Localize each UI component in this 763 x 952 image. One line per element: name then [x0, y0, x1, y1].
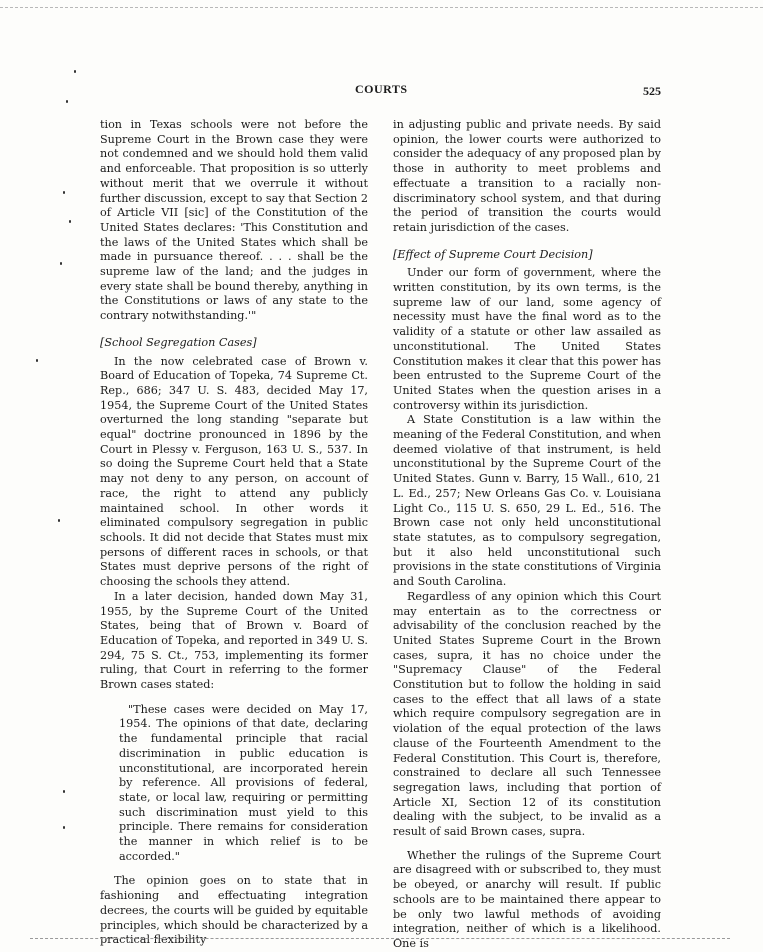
scan-top-edge-rule: [0, 7, 763, 8]
paragraph: The opinion goes on to state that in fashioning and effectuating integration decrees, the courts will be guided by equitable principles, which should be characterized by a practical flexibility: [100, 874, 368, 947]
scan-speck: [36, 359, 38, 362]
scan-speck: [60, 262, 62, 265]
section-heading: [School Segregation Cases]: [100, 335, 257, 349]
left-column: [100, 118, 368, 948]
scan-speck: [63, 191, 65, 194]
scan-speck: [58, 519, 60, 522]
block-quote: "These cases were decided on May 17, 1954. The opinions of that date, declaring the fundamental principle that racial discrimination in public education is unconstitutional, are incorporated herein by reference. All provisions of federal, state, or local law, requiring or permitting such discrimination must yield to this principle. There remains for consideration the manner in which relief is to be accorded.": [119, 702, 368, 863]
paragraph: tion in Texas schools were not before the Supreme Court in the Brown case they were not condemned and we should hold them valid and enforceable. That proposition is so utterly without merit that we overrule it without further discussion, except to say that Section 2 of Article VII [sic] of the Constitution of the United States declares: 'This Constitution and the laws of the United States which shall be made in pursuance thereof. . . . shall be the supreme law of the land; and the judges in every state shall be bound thereby, anything in the Constitutions or laws of any state to the contrary notwithstanding.'": [100, 118, 368, 323]
right-column: [393, 118, 661, 952]
paragraph: Whether the rulings of the Supreme Court are disagreed with or subscribed to, they must be obeyed, or anarchy will result. If public schools are to be maintained there appear to be only two lawful methods of avoiding integration, neither of which is a likelihood. One is: [393, 848, 661, 950]
page-number: 525: [643, 84, 661, 98]
paragraph: In the now celebrated case of Brown v. Board of Education of Topeka, 74 Supreme Ct. Rep., 686; 347 U. S. 483, decided May 17, 1954, the Supreme Court of the United States overturned the long standing "separate but equal" doctrine pronounced in 1896 by the Court in Plessy v. Ferguson, 163 U. S., 537. In so doing the Supreme Court held that a State may not deny to any person, on account of race, the right to attend any publicly maintained school. In other words it eliminated compulsory segregation in public schools. It did not decide that States must mix persons of different races in schools, or that States must deprive persons of the right of choosing the schools they attend.: [100, 354, 368, 589]
running-head: COURTS: [355, 82, 408, 96]
paragraph: In a later decision, handed down May 31, 1955, by the Supreme Court of the United States, being that of Brown v. Board of Education of Topeka, and reported in 349 U. S. 294, 75 S. Ct., 753, implementing its former ruling, that Court in referring to the former Brown cases stated:: [100, 589, 368, 692]
paragraph: A State Constitution is a law within the meaning of the Federal Constitution, and when deemed violative of that instrument, is held unconstitutional by the Supreme Court of the United States. Gunn v. Barry, 15 Wall., 610, 21 L. Ed., 257; New Orleans Gas Co. v. Louisiana Light Co., 115 U. S. 650, 29 L. Ed., 516. The Brown case not only held unconstitutional state statutes, as to compulsory segregation, but it also held unconstitutional such provisions in the state constitutions of Virginia and South Carolina.: [393, 413, 661, 589]
scan-bottom-edge-rule: [30, 938, 730, 939]
scan-speck: [74, 70, 76, 73]
paragraph: Regardless of any opinion which this Court may entertain as to the correctness or advisability of the conclusion reached by the United States Supreme Court in the Brown cases, supra, it has no choice under the "Supremacy Clause" of the Federal Constitution but to follow the holding in said cases to the effect that all laws of a state which require compulsory segregation are in violation of the equal protection of the laws clause of the Fourteenth Amendment to the Federal Constitution. This Court is, therefore, constrained to declare all such Tennessee segregation laws, including that portion of Article XI, Section 12 of its constitution dealing with the subject, to be invalid as a result of said Brown cases, supra.: [393, 589, 661, 839]
paragraph: Under our form of government, where the written constitution, by its own terms, is the supreme law of our land, some agency of necessity must have the final word as to the validity of a statute or other law assailed as unconstitutional. The United States Constitution makes it clear that this power has been entrusted to the Supreme Court of the United States when the question arises in a controversy within its jurisdiction.: [393, 266, 661, 412]
scan-speck: [69, 220, 71, 223]
scan-speck: [63, 790, 65, 793]
scan-speck: [66, 100, 68, 103]
scan-speck: [63, 826, 65, 829]
section-heading: [Effect of Supreme Court Decision]: [393, 247, 593, 261]
paragraph: in adjusting public and private needs. By said opinion, the lower courts were authorized to consider the adequacy of any proposed plan by those in authority to meet problems and effectuate a transition to a racially non-discriminatory school system, and that during the period of transition the courts would retain jurisdiction of the cases.: [393, 118, 661, 234]
